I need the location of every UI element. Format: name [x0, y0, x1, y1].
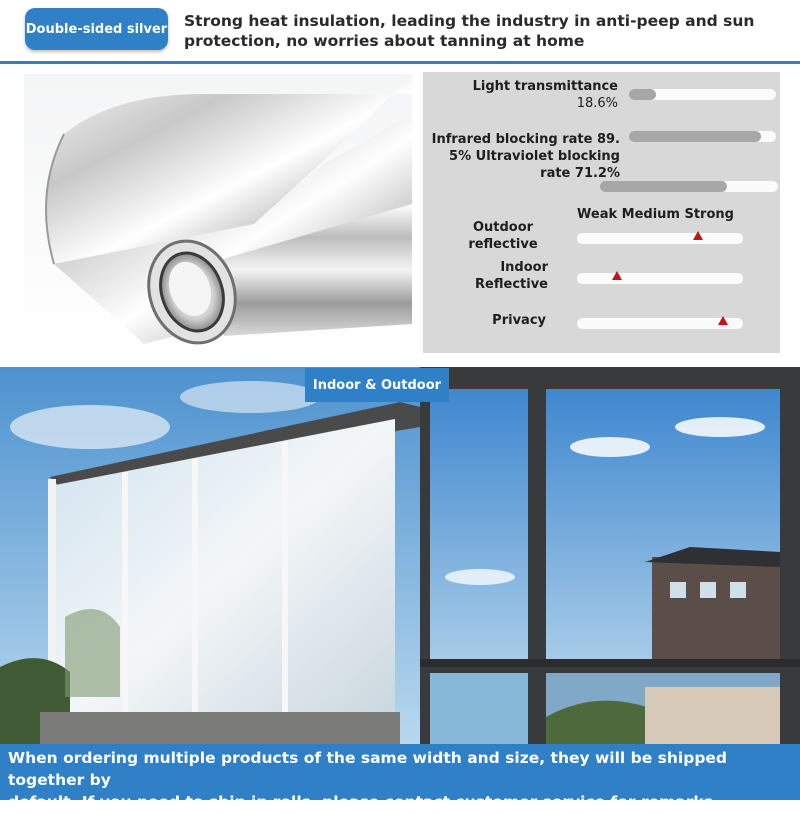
product-image [24, 74, 412, 356]
light-transmittance-bar [629, 89, 776, 100]
light-transmittance-label: Light transmittance 18.6% [472, 79, 618, 111]
infrared-blocking-bar [629, 131, 776, 142]
shipping-notice-line2: default. If you need to ship in rolls, please contact customer service for remarks [8, 793, 713, 811]
header-divider [0, 61, 800, 64]
shipping-notice-line1: When ordering multiple products of the same width and size, they will be shipped together by [8, 749, 728, 789]
product-type-badge: Double-sided silver [25, 8, 168, 50]
window-film-scene-illustration [0, 367, 800, 744]
indoor-reflective-scale [577, 273, 743, 284]
ultraviolet-blocking-bar [600, 181, 778, 192]
silver-film-roll-illustration [24, 74, 412, 356]
outdoor-reflective-scale [577, 233, 743, 244]
indoor-reflective-label: Indoor Reflective [475, 260, 548, 292]
indoor-reflective-marker [612, 271, 622, 280]
scene-tag: Indoor & Outdoor [305, 368, 449, 402]
privacy-marker [718, 316, 728, 325]
light-transmittance-fill [629, 89, 656, 100]
shipping-notice [0, 744, 800, 811]
privacy-label: Privacy [492, 313, 546, 328]
indoor-outdoor-scene [0, 367, 800, 744]
infrared-blocking-fill [629, 131, 761, 142]
headline: Strong heat insulation, leading the industry in anti-peep and sun protection, no worries about tanning at home [184, 12, 755, 50]
blocking-rate-label: Infrared blocking rate 89. 5% Ultraviolet blocking rate 71.2% [431, 132, 620, 181]
privacy-scale [577, 318, 743, 329]
ultraviolet-blocking-fill [600, 181, 727, 192]
rating-scale-heading: Weak Medium Strong [577, 207, 734, 222]
outdoor-reflective-marker [693, 231, 703, 240]
outdoor-reflective-label: Outdoor reflective [468, 220, 538, 252]
